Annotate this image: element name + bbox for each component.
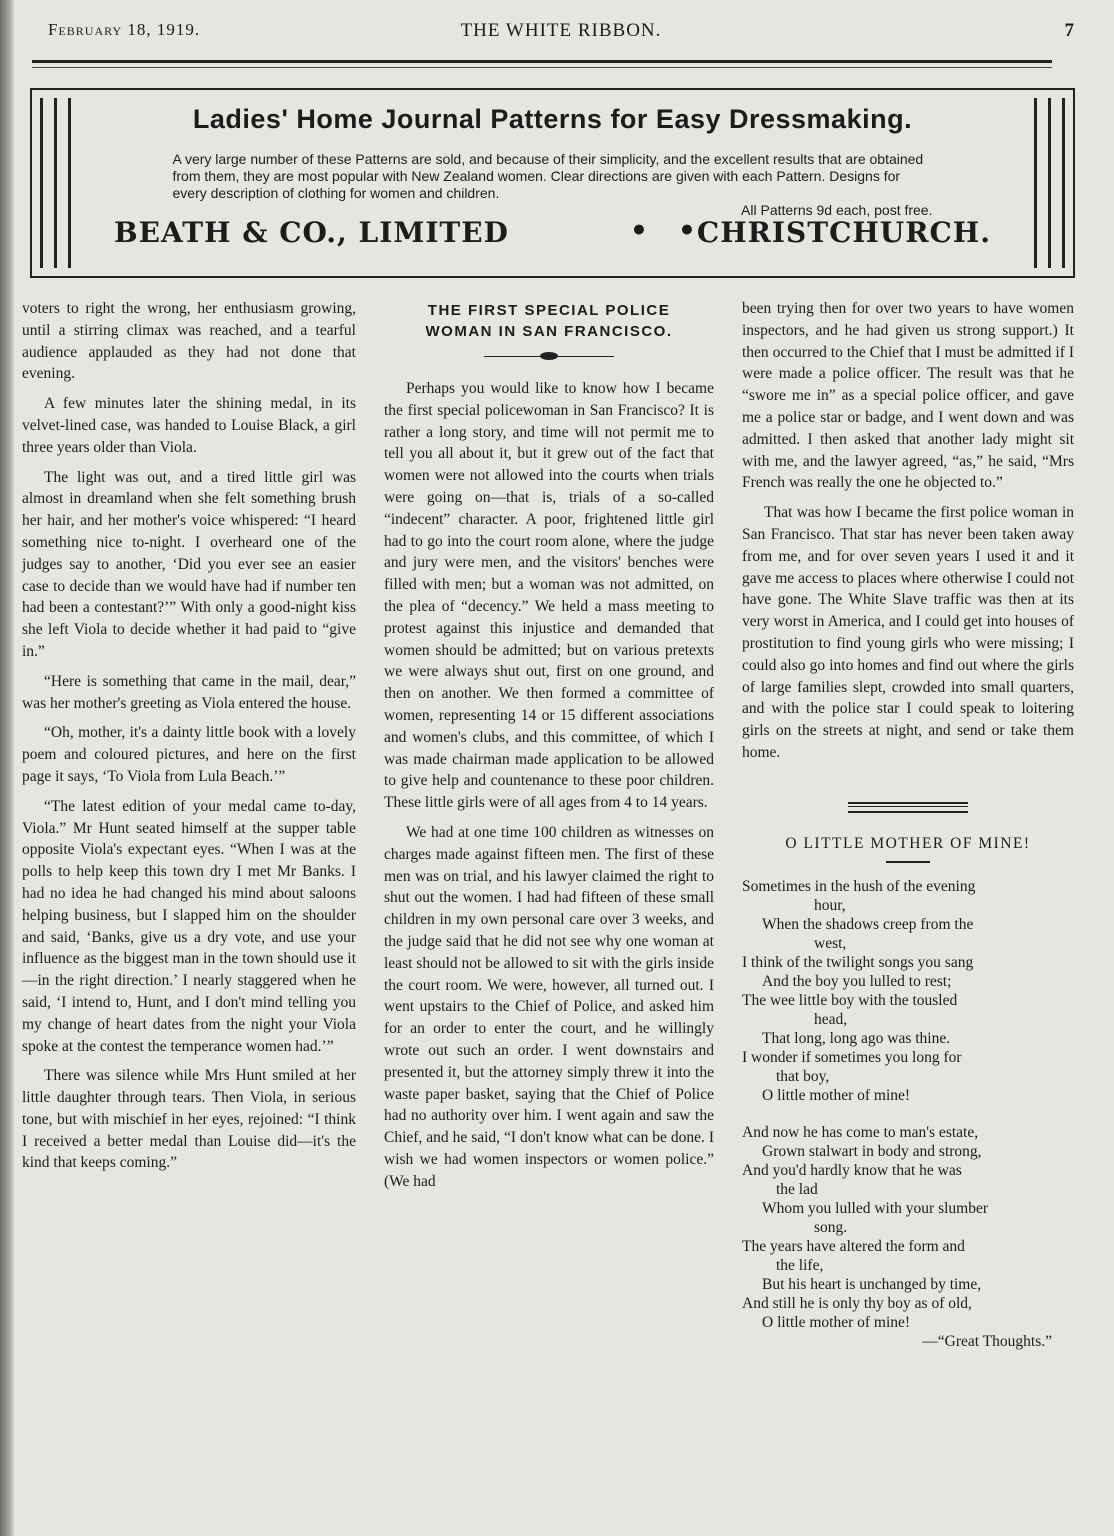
paragraph: “The latest edition of your medal came to-day, Viola.” Mr Hunt seated himself at the supper table opposite Viola's expectant eyes. “When I was at the polls to help keep this town dry I met Mr Banks. I had no idea he had changed his mind about saloons helping business, but I slapped him on the shoulder and said, ‘Banks, give us a dry vote, and use your influence as the biggest man in the town should use it—in the right direction.’ I nearly staggered when he said, ‘I intend to, Hunt, and I don't mind telling you my change of heart dates from the night your Viola spoke at the contest the temperance women had.’” — [22, 797, 356, 1055]
poem-line: I think of the twilight songs you sang — [742, 953, 974, 971]
paragraph: A few minutes later the shining medal, in its velvet-lined case, was handed to Louise Black, a girl three years older than Viola. — [22, 395, 356, 456]
poem-line: west, — [814, 934, 847, 952]
ad-firm-name: BEATH & CO., LIMITED — [114, 216, 509, 249]
title-ornament — [484, 350, 614, 364]
poem-title-rule — [886, 861, 930, 863]
paragraph: Perhaps you would like to know how I became the first special policewoman in San Francisco? It is rather a long story, and time will not permit me to tell you all about it, but it grew out of the fact that women were not allowed into the courts when trials were going on—that is, trials of a so-called “indecent” character. A poor, frightened little girl had to go into the court room alone, where the judge and jury were men, and the visitors' benches were filled with men; but a woman was not admitted, on the plea of “decency.” We held a mass meeting to protest against this injustice and demanded that women should be admitted; but on various pretexts we were always shut out, first on one ground, and then on another. We then formed a committee of women, representing 14 or 15 different associations and women's clubs, and this committee, of which I was made chairman made application to be allowed to give help and countenance to these poor children. These little girls were of all ages from 4 to 14 years. — [384, 380, 714, 812]
paragraph: That was how I became the first police woman in San Francisco. That star has never been taken away from me, and for over seven years I used it and it gave me access to places where otherwise I could not have gone. The White Slave traffic was then at its very worst in America, and I could get into houses of prostitution to find young girls who were missing; I could also go into homes and find out where the girls of large families slept, crowded into small quarters, and with the police star I could speak to loitering girls on the streets at night, and send or take them home. — [742, 504, 1074, 761]
poem-line: That long, long ago was thine. — [762, 1029, 951, 1047]
poem-line: hour, — [814, 896, 846, 914]
ad-left-bars — [40, 98, 88, 268]
poem-title: O LITTLE MOTHER OF MINE! — [785, 834, 1031, 852]
poem-line: And the boy you lulled to rest; — [762, 972, 952, 990]
paragraph: voters to right the wrong, her enthusiasm growing, until a stirring climax was reached, and a tearful audience applauded as they had not done that evening. — [22, 300, 356, 383]
section-divider — [848, 802, 968, 813]
poem-line: that boy, — [776, 1067, 830, 1085]
poem-line: And you'd hardly know that he was — [742, 1161, 962, 1179]
poem-line: And now he has come to man's estate, — [742, 1123, 979, 1141]
article-title-line: THE FIRST SPECIAL POLICE — [427, 302, 671, 319]
poem-line: O little mother of mine! — [762, 1313, 911, 1331]
paragraph: There was silence while Mrs Hunt smiled at her little daughter through tears. Then Viola, in serious tone, but with mischief in her eyes, rejoined: “I think I received a better medal than Louise did—it's the kind that keeps coming.” — [22, 1067, 356, 1172]
ad-city: CHRISTCHURCH. — [696, 216, 991, 249]
column-3 — [742, 298, 1074, 1351]
poem-source: —“Great Thoughts.” — [922, 1332, 1052, 1350]
page-number: 7 — [1064, 20, 1074, 41]
masthead: THE WHITE RIBBON. — [460, 20, 662, 41]
poem-line: song. — [814, 1218, 848, 1236]
poem-line: The wee little boy with the tousled — [742, 991, 958, 1009]
ad-separator-dot: • — [630, 214, 649, 247]
poem-line: the life, — [776, 1256, 824, 1274]
paragraph: “Oh, mother, it's a dainty little book with a lovely poem and coloured pictures, and here on the first page it says, ‘To Viola from Lula Beach.’” — [22, 724, 356, 785]
ad-price: All Patterns 9d each, post free. — [741, 202, 933, 218]
ad-title: Ladies' Home Journal Patterns for Easy Dressmaking. — [192, 104, 913, 134]
ad-body — [173, 151, 933, 219]
poem-line: Grown stalwart in body and strong, — [762, 1142, 982, 1160]
poem-line: Whom you lulled with your slumber — [762, 1199, 989, 1217]
ad-footer — [110, 216, 995, 256]
poem-line: When the shadows creep from the — [762, 915, 974, 933]
header-rule — [32, 60, 1052, 68]
poem-line: I wonder if sometimes you long for — [742, 1048, 962, 1066]
ad-separator-dot: • — [678, 214, 697, 247]
paragraph: We had at one time 100 children as witnesses on charges made against fifteen men. The first of these men was on trial, and his lawyer claimed the right to shut out the women. I had had fifteen of these small children in my own personal care over 3 weeks, and the judge said that he did not see why one woman at least should not be allowed to sit with the girls inside the court room. We were, however, all turned out. I went upstairs to the Chief of Police, and asked him for an order to enter the court, and he willingly wrote out such an order. I went downstairs and presented it, but the attorney simply threw it into the waste paper basket, saying that the Chief of Police had no authority over him. I went again and saw the Chief, and he said, “I don't know what can be done. I wish we had women inspectors or women police.” (We had — [384, 823, 714, 1190]
poem — [742, 877, 1074, 1351]
poem-line: head, — [814, 1010, 848, 1028]
poem-line: the lad — [776, 1180, 818, 1198]
paragraph: “Here is something that came in the mail, dear,” was her mother's greeting as Viola entered the house. — [22, 672, 356, 712]
paragraph: The light was out, and a tired little girl was almost in dreamland when she felt something brush her hair, and her mother's voice whispered: “I heard something nice to-night. I overheard one of the judges say to another, ‘Did you ever see an easier case to decide than we would have had if number ten had been a contestant?’” With only a good-night kiss she left Viola to decide whether it had paid to “give in.” — [22, 468, 356, 660]
article-title-line: WOMAN IN SAN FRANCISCO. — [425, 323, 673, 340]
poem-line: And still he is only thy boy as of old, — [742, 1294, 972, 1312]
binding-edge — [0, 0, 14, 1536]
paragraph: been trying then for over two years to have women inspectors, and he had given us strong support.) It then occurred to the Chief that I must be admitted if I were made a police officer. The result was that he “swore me in” as a special police officer, and gave me a police star or badge, and I went down and was admitted. I then asked that another lady might sit with me, and the lawyer agreed, “as,” he said, “Mrs French was really the one he objected to.” — [742, 300, 1074, 492]
ad-right-bars — [1017, 98, 1065, 268]
article-title — [384, 300, 714, 342]
ad-body-text: A very large number of these Patterns are sold, and because of their simplicity, and the excellent results that are obtained from them, they are most popular with New Zealand women. Clear directions are given with each Pattern. Designs for every description of clothing for women and children. — [172, 151, 924, 201]
column-2 — [384, 298, 714, 1200]
poem-line: O little mother of mine! — [762, 1086, 911, 1104]
advertisement-box — [30, 88, 1075, 278]
column-1 — [22, 298, 356, 1182]
poem-line: Sometimes in the hush of the evening — [742, 877, 976, 895]
poem-line: But his heart is unchanged by time, — [762, 1275, 982, 1293]
poem-line: The years have altered the form and — [742, 1237, 965, 1255]
issue-date: February 18, 1919. — [48, 20, 201, 39]
page-header — [48, 20, 1074, 48]
